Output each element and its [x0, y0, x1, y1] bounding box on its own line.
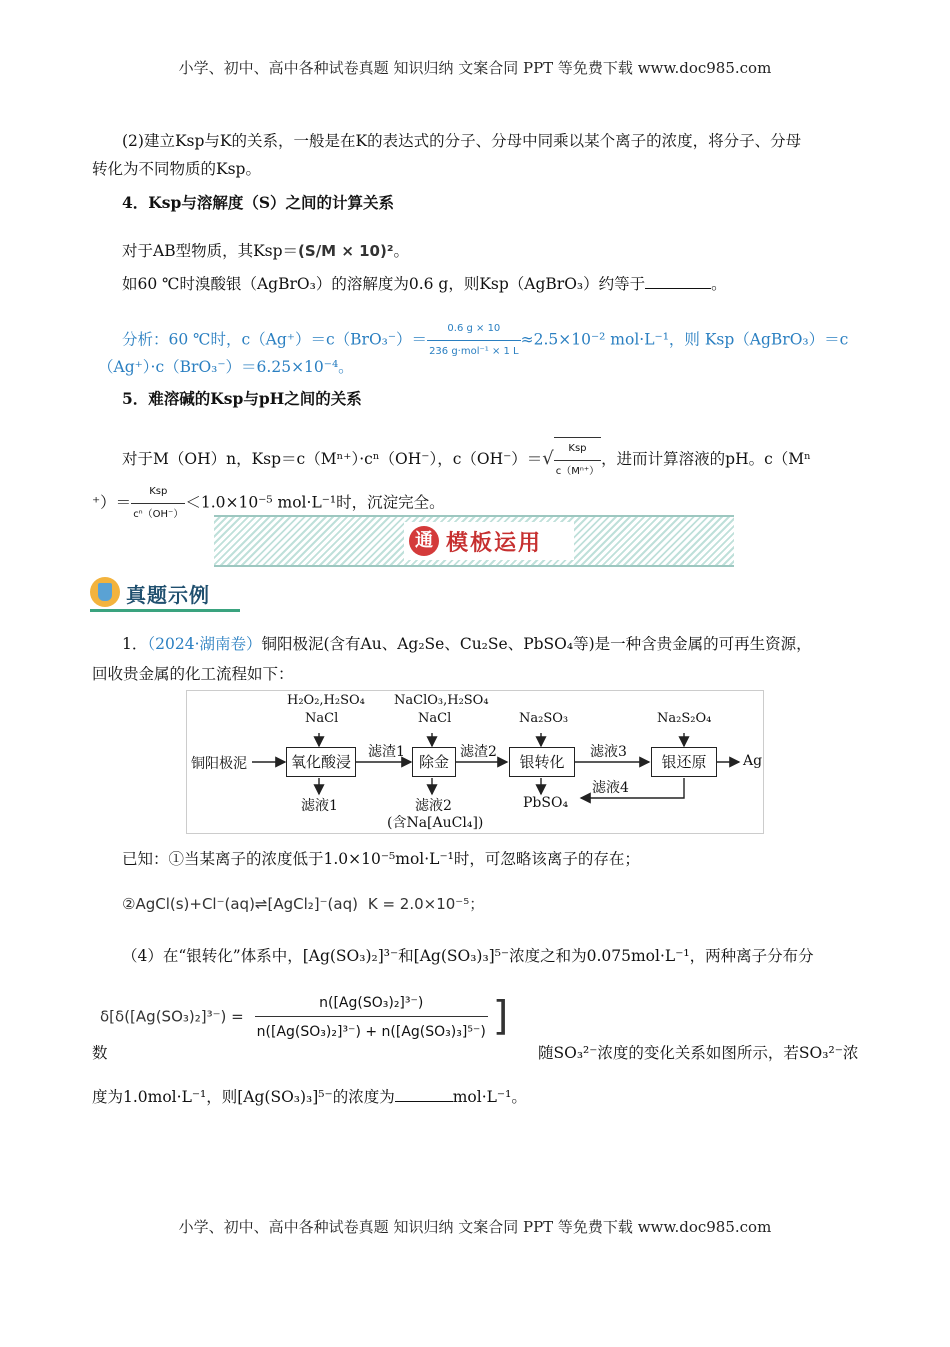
known-2	[122, 893, 484, 915]
s4-example-suffix: 。	[711, 275, 727, 293]
answer-blank[interactable]	[645, 274, 711, 289]
output-1: 滤液1	[301, 798, 338, 814]
q4-line3	[92, 1086, 527, 1108]
s5-fraction-numerator: Ksp	[131, 481, 185, 504]
known-2-equation: ②AgCl(s)+Cl⁻(aq)⇌[AgCl₂]⁻(aq)	[122, 895, 358, 913]
reagent-1b: NaCl	[305, 711, 339, 726]
q1-intro-text: 铜阳极泥(含有Au、Ag₂Se、Cu₂Se、PbSO₄等)是一种含贵金属的可再生资源，	[261, 635, 812, 653]
s5-fraction	[131, 481, 185, 526]
output-2-note: (含Na[AuCl₄])	[387, 815, 484, 831]
output-3: PbSO₄	[523, 795, 569, 811]
known-1: 已知：①当某离子的浓度低于1.0×10⁻⁵mol·L⁻¹时，可忽略该离子的存在；	[122, 850, 640, 868]
analysis-numerator: 0.6 g × 10	[427, 318, 521, 341]
s4-heading: 4．Ksp与溶解度（S）之间的计算关系	[122, 193, 395, 212]
flow-box-2: 除金	[412, 747, 456, 777]
delta-numerator: n([Ag(SO₃)₂]³⁻)	[255, 990, 488, 1017]
s4-rule-suffix: 。	[393, 242, 409, 260]
q4-line1: （4）在“银转化”体系中，[Ag(SO₃)₂]³⁻和[Ag(SO₃)₃]⁵⁻浓度之和为0.075mol·L⁻¹，两种离子分布分	[122, 947, 814, 965]
arrow-label-3: 滤液3	[590, 744, 627, 760]
q4-line2-start: 数	[92, 1044, 108, 1062]
delta-lhs: δ[δ([Ag(SO₃)₂]³⁻) =	[100, 1007, 244, 1026]
nth-root-icon: √	[542, 448, 554, 469]
root-numerator: Ksp	[554, 438, 601, 461]
root-fraction	[554, 437, 601, 483]
flow-box-1: 氧化酸浸	[286, 747, 356, 777]
reagent-4: Na₂S₂O₄	[657, 711, 712, 726]
s5-heading: 5．难溶碱的Ksp与pH之间的关系	[122, 389, 362, 408]
s4-example-prefix: 如60 ℃时溴酸银（AgBrO₃）的溶解度为0.6 g，则Ksp（AgBrO₃）约等于	[122, 275, 646, 293]
process-flowchart	[186, 690, 764, 834]
s5-line2-a: ⁺）＝	[92, 493, 132, 512]
flow-start: 铜阳极泥	[191, 756, 247, 772]
flow-box-4: 银还原	[651, 747, 717, 777]
banner-icon: 通	[409, 526, 439, 556]
section-underline	[90, 609, 240, 612]
s5-line1	[122, 437, 811, 483]
s5-fraction-denominator: cⁿ（OH⁻）	[133, 509, 184, 520]
flow-end: Ag	[743, 753, 763, 769]
s4-analysis-line2: （Ag⁺）·c（BrO₃⁻）＝6.25×10⁻⁴。	[98, 358, 354, 376]
q1-intro	[122, 633, 812, 655]
reagent-1a: H₂O₂,H₂SO₄	[287, 693, 365, 708]
template-banner	[214, 515, 734, 567]
analysis-denominator: 236 g·mol⁻¹ × 1 L	[429, 346, 519, 357]
answer-blank-2[interactable]	[395, 1087, 453, 1102]
q4-line2: 随SO₃²⁻浓度的变化关系如图所示，若SO₃²⁻浓	[538, 1044, 859, 1062]
q1-number: 1．	[122, 635, 148, 653]
section-header	[90, 575, 240, 611]
delta-fraction	[255, 990, 488, 1043]
q4-line3-b: mol·L⁻¹。	[452, 1088, 527, 1106]
reagent-2a: NaClO₃,H₂SO₄	[394, 693, 489, 708]
banner-title: 模板运用	[446, 531, 543, 556]
reagent-2b: NaCl	[418, 711, 452, 726]
q1-source: （2024·湖南卷）	[147, 635, 262, 653]
arrow-label-2: 滤渣2	[460, 744, 497, 760]
arrow-label-1: 滤渣1	[368, 744, 405, 760]
s2-line2: 转化为不同物质的Ksp。	[92, 160, 261, 178]
page-footer: 小学、初中、高中各种试卷真题 知识归纳 文案合同 PPT 等免费下载 www.doc985.com	[178, 1218, 772, 1236]
s4-example	[122, 273, 727, 295]
s4-rule-formula: (S/M × 10)²	[298, 242, 394, 260]
arrow-label-4: 滤液4	[592, 780, 629, 796]
delta-denominator: n([Ag(SO₃)₂]³⁻) + n([Ag(SO₃)₃]⁵⁻)	[256, 1024, 486, 1040]
reagent-3: Na₂SO₃	[519, 711, 569, 726]
page-header: 小学、初中、高中各种试卷真题 知识归纳 文案合同 PPT 等免费下载 www.doc985.com	[178, 59, 772, 77]
s5-line1-b: ，进而计算溶液的pH。c（Mⁿ	[601, 450, 811, 468]
analysis-fraction	[427, 318, 521, 363]
q1-intro2: 回收贵金属的化工流程如下：	[92, 665, 294, 683]
s2-line1: (2)建立Ksp与K的关系，一般是在K的表达式的分子、分母中同乘以某个离子的浓度，将分子、分母	[122, 132, 802, 150]
s5-line2-b: ＜1.0×10⁻⁵ mol·L⁻¹时，沉淀完全。	[185, 493, 445, 512]
q4-delta-formula	[100, 990, 508, 1056]
analysis-part-b: ≈2.5×10⁻² mol·L⁻¹，则 Ksp（AgBrO₃）＝c	[520, 330, 849, 349]
s4-rule-prefix: 对于AB型物质，其Ksp＝	[122, 242, 299, 260]
delta-close-bracket-icon: ]	[492, 993, 509, 1040]
analysis-part-a: 分析：60 ℃时，c（Ag⁺）＝c（BrO₃⁻）＝	[122, 330, 428, 349]
root-denominator: c（Mⁿ⁺）	[555, 466, 600, 477]
flask-icon	[98, 583, 112, 601]
known-2-k: K = 2.0×10⁻⁵；	[367, 895, 485, 913]
s5-line1-a: 对于M（OH）n，Ksp＝c（Mⁿ⁺）·cⁿ（OH⁻），c（OH⁻）＝	[122, 450, 543, 468]
flow-box-3: 银转化	[509, 747, 575, 777]
section-title: 真题示例	[126, 583, 210, 607]
output-2: 滤液2	[415, 798, 452, 814]
q4-line3-a: 度为1.0mol·L⁻¹，则[Ag(SO₃)₃]⁵⁻的浓度为	[92, 1088, 395, 1106]
s4-rule	[122, 240, 409, 262]
